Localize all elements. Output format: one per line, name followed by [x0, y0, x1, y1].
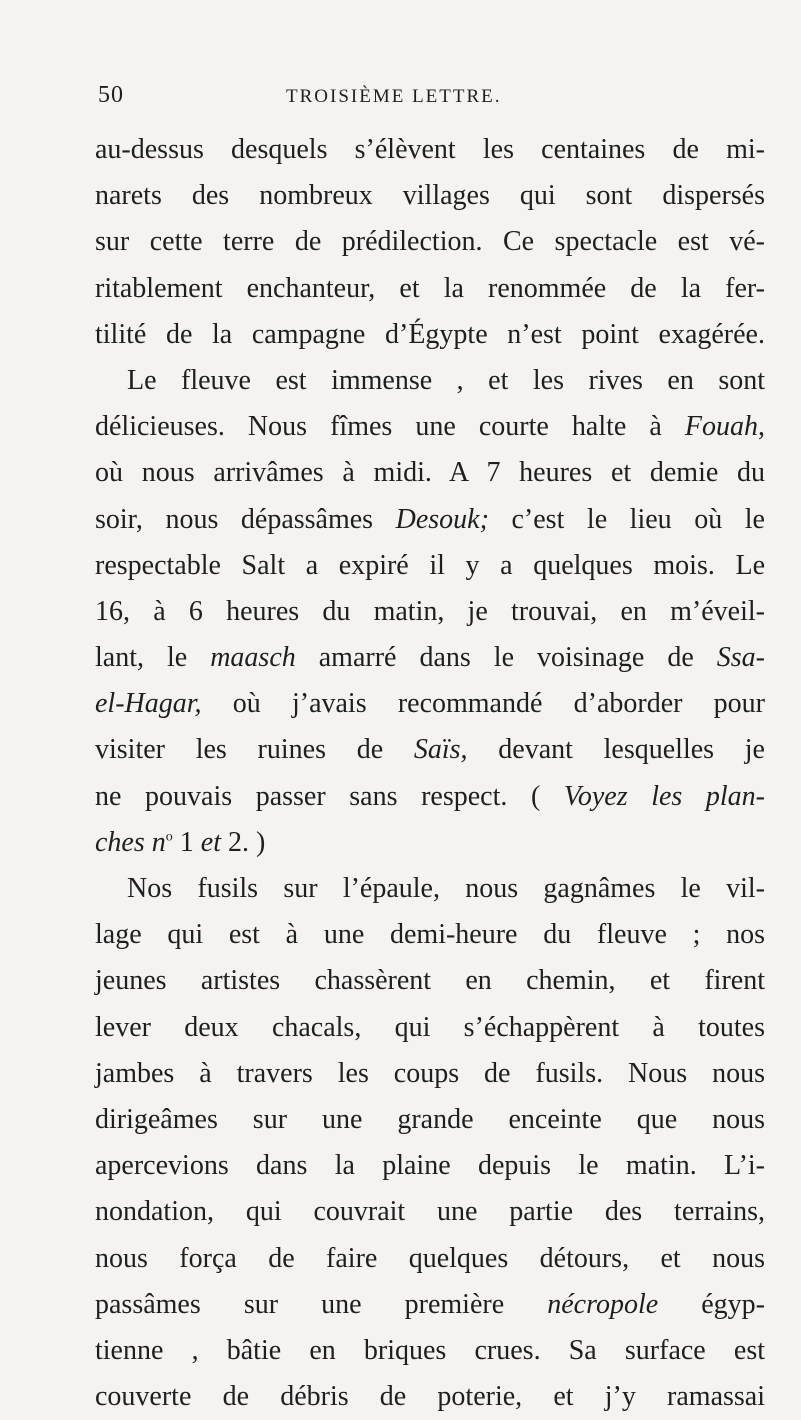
text-segment: 2. ) [220, 826, 266, 858]
text-segment: couverte de débris de poterie, et j’y ramassai [95, 1381, 765, 1413]
text-segment: , [758, 411, 765, 443]
text-segment: tilité de la campagne d’Égypte n’est point exagérée. [95, 318, 765, 350]
text-line [95, 1005, 765, 1051]
text-segment: 1 [172, 826, 201, 858]
italic-text: Saïs, [413, 734, 468, 766]
text-segment: narets des nombreux villages qui sont dispersés [95, 180, 765, 212]
text-line [95, 1282, 765, 1328]
text-segment: lage qui est à une demi-heure du fleuve ; nos [95, 919, 765, 951]
text-segment: Nos fusils sur l’épaule, nous gagnâmes le vil- [127, 873, 765, 904]
text-line [95, 173, 765, 219]
text-line [95, 266, 765, 312]
text-segment: dirigeâmes sur une grande enceinte que nous [95, 1103, 765, 1135]
text-line [95, 866, 765, 912]
text-line [95, 450, 765, 496]
text-line [95, 1236, 765, 1282]
text-line [95, 497, 765, 543]
text-line [95, 1189, 765, 1235]
text-line [95, 1374, 765, 1420]
body-text [95, 127, 765, 1420]
italic-text: Desouk; [395, 503, 489, 535]
text-segment: sur cette terre de prédilection. Ce spectacle est vé- [95, 226, 765, 258]
italic-text: maasch [210, 642, 296, 674]
text-line [95, 1328, 765, 1374]
text-segment: devant lesquelles je [467, 734, 765, 766]
text-segment: tienne , bâtie en briques crues. Sa surface est [95, 1334, 765, 1366]
italic-text: Fouah [684, 411, 758, 443]
text-segment: où j’avais recommandé d’aborder pour [201, 688, 765, 720]
text-segment: amarré dans le voisinage de [295, 642, 717, 674]
text-line [95, 958, 765, 1004]
italic-text: Voyez les plan- [563, 780, 765, 812]
text-line [95, 1097, 765, 1143]
italic-text: nécropole [547, 1288, 659, 1320]
text-line [95, 219, 765, 265]
text-segment: au-dessus desquels s’élèvent les centaines de mi- [95, 134, 765, 165]
text-line [95, 127, 765, 173]
text-line [95, 912, 765, 958]
text-line [95, 820, 765, 866]
italic-text: et [200, 826, 221, 858]
page-header [98, 82, 698, 112]
text-line [95, 543, 765, 589]
text-segment: Le fleuve est immense , et les rives en sont [127, 364, 765, 396]
text-segment: où nous arrivâmes à midi. A 7 heures et demie du [95, 457, 765, 489]
running-head: TROISIÈME LETTRE. [286, 86, 502, 107]
superscript-text: o [165, 829, 173, 845]
text-segment: nous força de faire quelques détours, et nous [95, 1242, 765, 1274]
text-line [95, 774, 765, 820]
italic-text: ches n [95, 826, 166, 858]
text-segment: visiter les ruines de [95, 734, 414, 766]
text-segment: jambes à travers les coups de fusils. Nous nous [95, 1057, 765, 1089]
text-segment: ritablement enchanteur, et la renommée de la fer- [95, 272, 765, 304]
text-line [95, 312, 765, 358]
text-line [95, 727, 765, 773]
text-segment: nondation, qui couvrait une partie des terrains, [95, 1196, 765, 1228]
text-segment: égyp- [658, 1288, 765, 1320]
page-number: 50 [98, 82, 124, 108]
text-segment: c’est le lieu où le [488, 503, 765, 535]
text-segment: passâmes sur une première [95, 1288, 548, 1320]
text-line [95, 1143, 765, 1189]
text-segment: respectable Salt a expiré il y a quelques mois. Le [95, 549, 765, 581]
text-segment: lever deux chacals, qui s’échappèrent à toutes [95, 1011, 765, 1043]
text-segment: 16, à 6 heures du matin, je trouvai, en m’éveil- [95, 595, 765, 627]
text-line [95, 1051, 765, 1097]
text-segment: soir, nous dépassâmes [95, 503, 396, 535]
text-segment: apercevions dans la plaine depuis le matin. L’i- [95, 1150, 765, 1182]
text-line [95, 681, 765, 727]
italic-text: el-Hagar, [95, 688, 202, 720]
text-line [95, 589, 765, 635]
italic-text: Ssa- [716, 642, 765, 674]
text-line [95, 404, 765, 450]
text-line [95, 635, 765, 681]
text-segment: ne pouvais passer sans respect. ( [95, 780, 564, 812]
text-segment: jeunes artistes chassèrent en chemin, et firent [95, 965, 765, 997]
text-line [95, 358, 765, 404]
text-segment: lant, le [95, 642, 211, 674]
text-segment: délicieuses. Nous fîmes une courte halte à [95, 411, 685, 443]
